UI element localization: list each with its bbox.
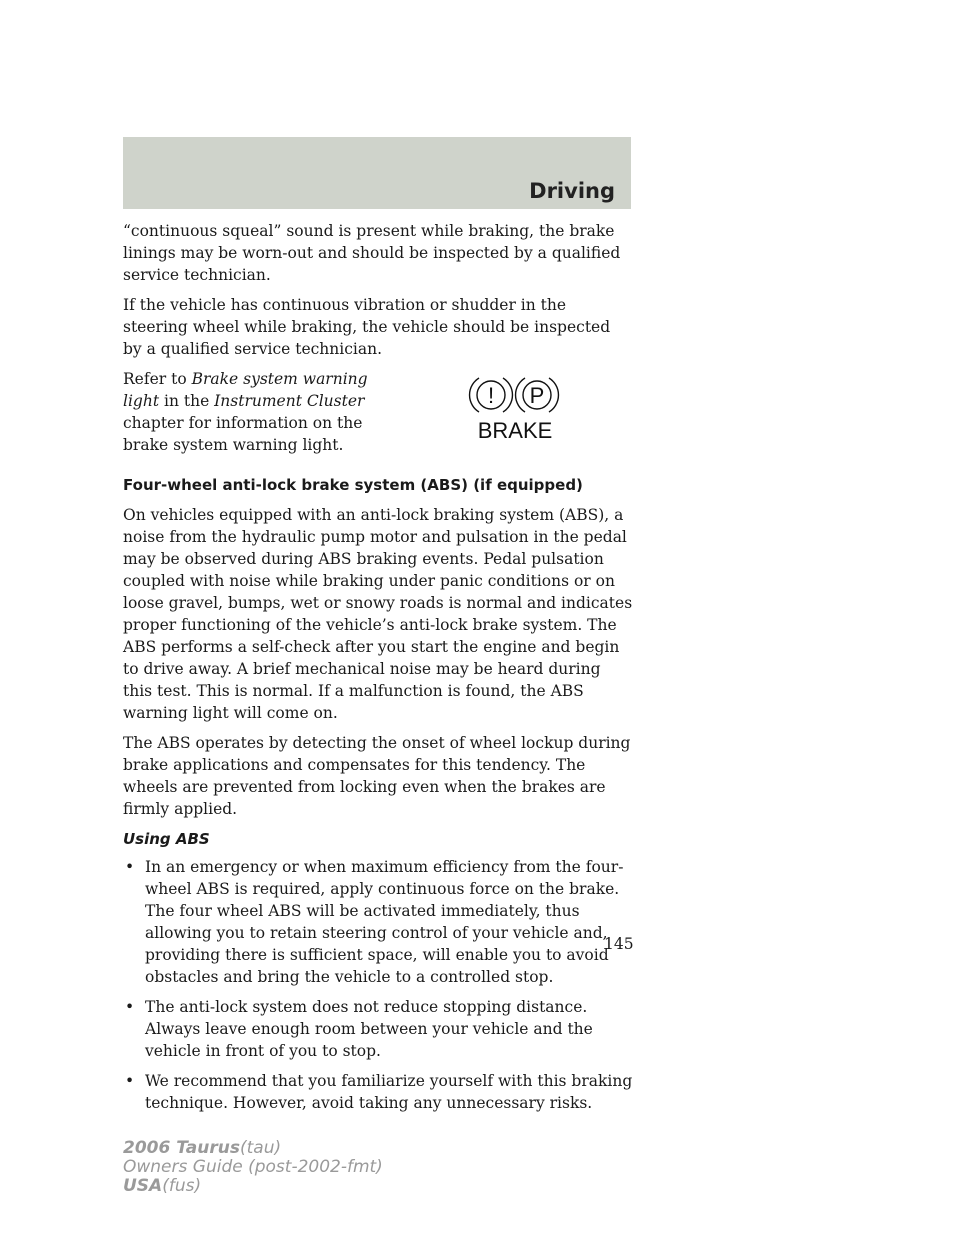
list-item-text: In an emergency or when maximum efficiency from the four-wheel ABS is required, apply continuous force on the brake. The four wheel ABS will be activated immediately, thus allowing you to retain steering control of your vehicle and, providing there is sufficient space, will enable you to avoid obstacles and bring the vehicle to a controlled stop. (145, 858, 624, 986)
parking-symbol: P (529, 383, 545, 408)
list-item (123, 856, 633, 988)
footer-line-market (123, 1177, 383, 1196)
list-item-text: We recommend that you familiarize yourself with this braking technique. However, avoid taking any unnecessary risks. (145, 1072, 633, 1112)
footer-market: USA (123, 1176, 163, 1196)
brake-warning-reference (123, 368, 633, 464)
brake-label: BRAKE (477, 418, 553, 442)
paragraph-abs-operation: The ABS operates by detecting the onset of wheel lockup during brake applications and compensates for this tendency. The wheels are prevented from locking even when the brakes are firmly applied. (123, 734, 631, 818)
bullet-icon: • (125, 998, 135, 1016)
using-abs-heading: Using ABS (123, 830, 210, 848)
bullet-icon: • (125, 1072, 135, 1090)
footer-guide: Owners Guide (post-2002-fmt) (123, 1157, 383, 1177)
paragraph-refer (123, 368, 393, 456)
refer-suffix: chapter for information on the brake system warning light. (123, 414, 363, 454)
abs-heading: Four-wheel anti-lock brake system (ABS) (if equipped) (123, 476, 583, 494)
page-number: 145 (604, 935, 634, 953)
footer-model: 2006 Taurus (123, 1138, 240, 1158)
list-item (123, 1070, 633, 1114)
page-content (123, 220, 633, 1122)
bullet-icon: • (125, 858, 135, 876)
paragraph-vibration: If the vehicle has continuous vibration or shudder in the steering wheel while braking, the vehicle should be inspected by a qualified service technician. (123, 296, 611, 358)
refer-link-instrument-cluster: Instrument Cluster (214, 392, 365, 410)
footer-model-code: (tau) (240, 1138, 282, 1158)
refer-middle: in the (159, 392, 215, 410)
exclamation-symbol: ! (487, 383, 495, 408)
footer-market-code: (fus) (162, 1176, 202, 1196)
paragraph-abs-noise: On vehicles equipped with an anti-lock braking system (ABS), a noise from the hydraulic pump motor and pulsation in the pedal may be observed during ABS braking events. Pedal pulsation coupled with noise while braking under panic conditions or on loose gravel, bumps, wet or snowy roads is normal and indicates proper functioning of the vehicle’s anti-lock brake system. The ABS performs a self-check after you start the engine and begin to drive away. A brief mechanical noise may be heard during this test. This is normal. If a malfunction is found, the ABS warning light will come on. (123, 506, 633, 722)
list-item-text: The anti-lock system does not reduce stopping distance. Always leave enough room between your vehicle and the vehicle in front of you to stop. (145, 998, 593, 1060)
footer-line-model (123, 1139, 383, 1158)
refer-link-brake-warning: Brake system warning light (123, 370, 368, 410)
document-footer (123, 1139, 383, 1196)
using-abs-list (123, 856, 633, 1114)
section-header-band (123, 137, 631, 209)
paragraph-brake-squeal: “continuous squeal” sound is present while braking, the brake linings may be worn-out and should be inspected by a qualified service technician. (123, 222, 621, 284)
list-item (123, 996, 633, 1062)
refer-prefix: Refer to (123, 370, 192, 388)
section-title: Driving (529, 179, 615, 203)
brake-warning-icon (467, 370, 567, 442)
